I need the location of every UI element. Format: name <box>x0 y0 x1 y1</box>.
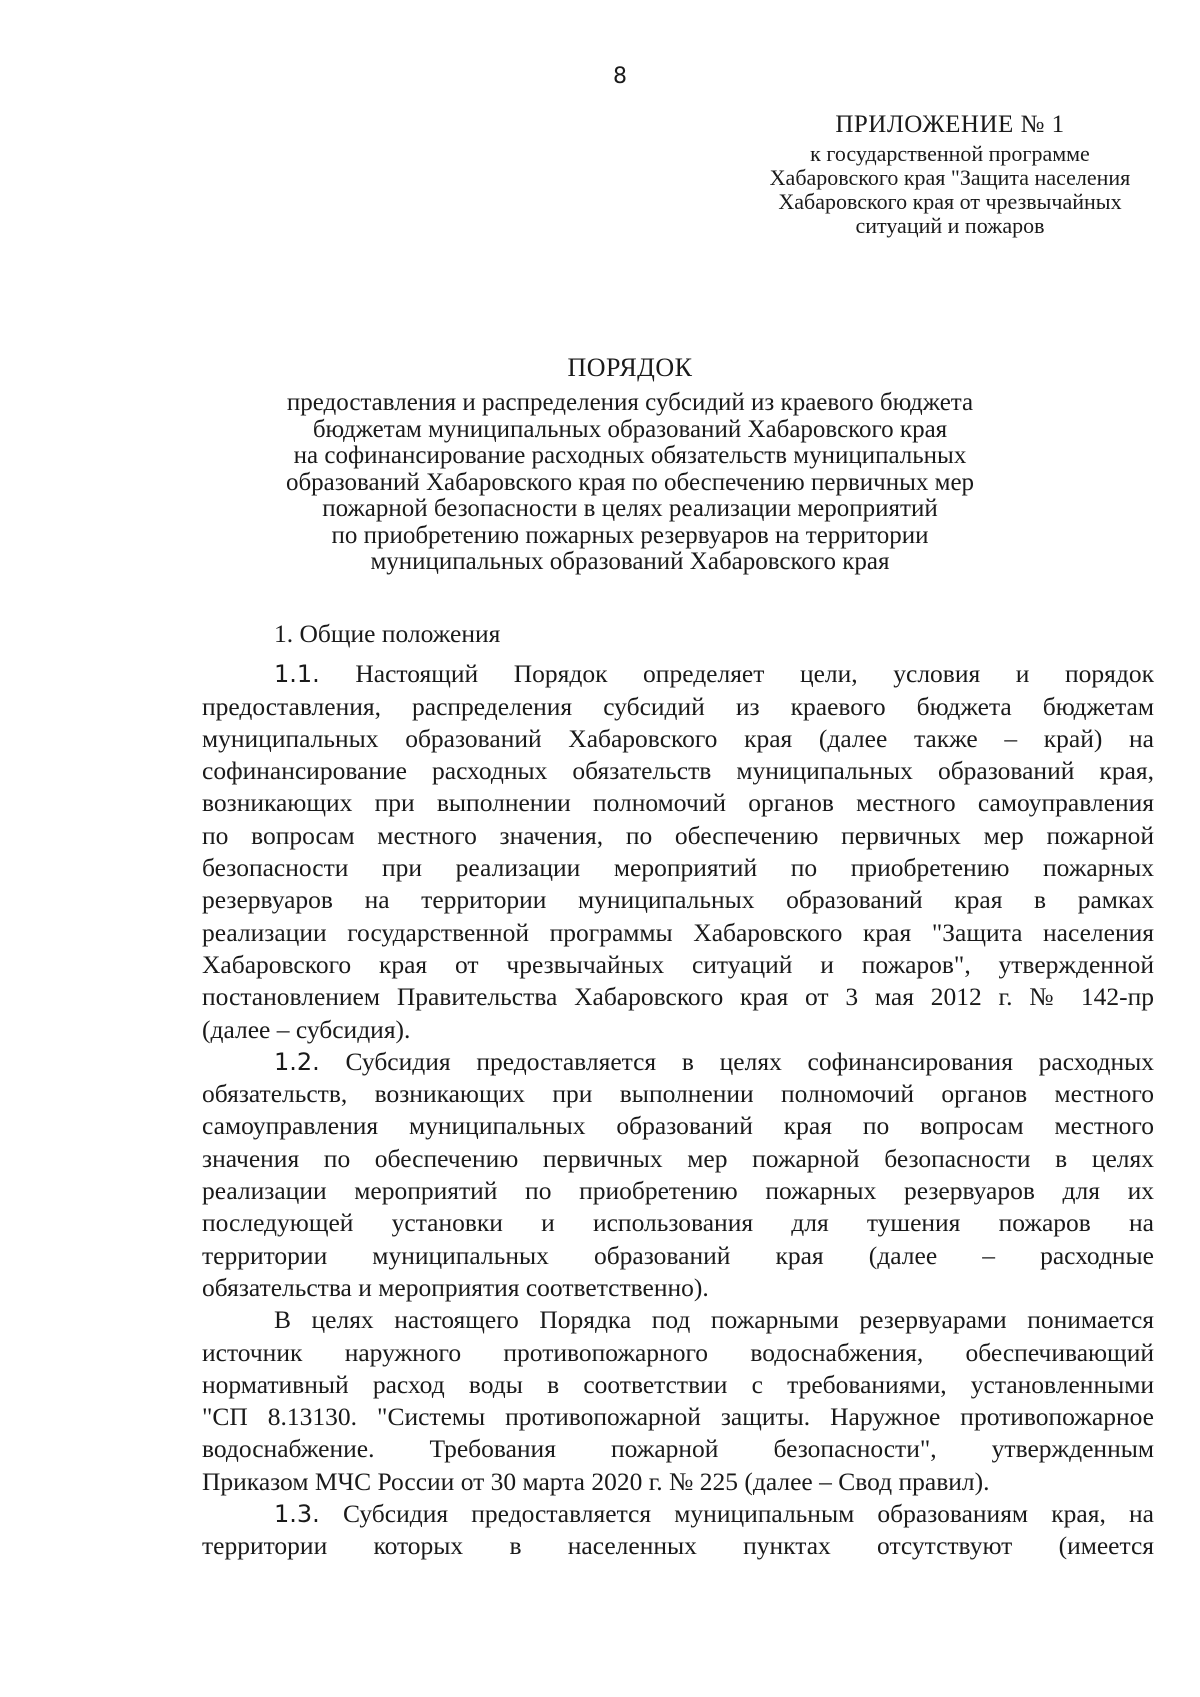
paragraph-1-1 <box>202 658 1154 1046</box>
document-title: ПОРЯДОК <box>567 353 693 382</box>
paragraph-line: реализации государственной программы Хабаровского края "Защита населения <box>202 917 1154 947</box>
appendix-header <box>740 108 1160 238</box>
appendix-line: ситуаций и пожаров <box>855 213 1045 238</box>
paragraph-line: муниципальных образований Хабаровского края (далее также – край) на <box>202 723 1154 753</box>
document-body <box>202 618 1154 1563</box>
paragraph-line: водоснабжение. Требования пожарной безопасности", утвержденным <box>202 1434 1154 1464</box>
section-heading: 1. Общие положения <box>274 619 501 648</box>
paragraph-line: последующей установки и использования для тушения пожаров на <box>202 1208 1154 1238</box>
document-subtitle-line: по приобретению пожарных резервуаров на территории <box>331 521 929 549</box>
paragraph-line: территории муниципальных образований края (далее – расходные <box>202 1240 1154 1270</box>
paragraph-number: 1.1. <box>274 660 320 689</box>
document-subtitle-line: на софинансирование расходных обязательств муниципальных <box>293 442 967 469</box>
paragraph-line: самоуправления муниципальных образований края по вопросам местного <box>202 1111 1154 1141</box>
paragraph-line: значения по обеспечению первичных мер пожарной безопасности в целях <box>202 1143 1154 1173</box>
appendix-title: ПРИЛОЖЕНИЕ № 1 <box>835 111 1065 138</box>
paragraph-line: Хабаровского края от чрезвычайных ситуаций и пожаров", утвержденной <box>202 949 1154 979</box>
paragraph-line: софинансирование расходных обязательств муниципальных образований края, <box>202 756 1154 786</box>
paragraph-line: возникающих при выполнении полномочий органов местного самоуправления <box>202 788 1154 818</box>
paragraph-line: Субсидия предоставляется муниципальным образованиям края, на <box>343 1499 1154 1529</box>
document-subtitle-line: предоставления и распределения субсидий из краевого бюджета <box>286 389 974 416</box>
document-subtitle-line: пожарной безопасности в целях реализации мероприятий <box>322 495 938 522</box>
paragraph-1-2 <box>202 1046 1154 1304</box>
paragraph-line: безопасности при реализации мероприятий по приобретению пожарных <box>202 853 1154 883</box>
paragraph-line: (далее – субсидия). <box>202 1014 411 1044</box>
paragraph-line: обязательства и мероприятия соответственно). <box>202 1272 709 1302</box>
document-subtitle-line: муниципальных образований Хабаровского края <box>370 548 890 575</box>
paragraph-line: постановлением Правительства Хабаровского края от 3 мая 2012 г. № 142-пр <box>202 982 1154 1012</box>
paragraph-1-3 <box>202 1498 1154 1563</box>
appendix-line: к государственной программе <box>810 141 1090 166</box>
paragraph-line: нормативный расход воды в соответствии с требованиями, установленными <box>202 1369 1154 1399</box>
paragraph-line: реализации мероприятий по приобретению пожарных резервуаров для их <box>202 1176 1154 1206</box>
paragraph-reservoirs <box>202 1304 1154 1498</box>
appendix-line: Хабаровского края от чрезвычайных <box>778 189 1122 214</box>
paragraph-line: Субсидия предоставляется в целях софинансирования расходных <box>345 1046 1154 1076</box>
paragraph-line: Настоящий Порядок определяет цели, условия и порядок <box>355 659 1154 689</box>
document-subtitle-line: бюджетам муниципальных образований Хабаровского края <box>312 415 948 443</box>
page-number: 8 <box>613 64 627 89</box>
paragraph-line: обязательств, возникающих при выполнении полномочий органов местного <box>202 1079 1154 1109</box>
appendix-line: Хабаровского края "Защита населения <box>769 165 1131 190</box>
paragraph-line: "СП 8.13130. "Системы противопожарной защиты. Наружное противопожарное <box>202 1402 1154 1432</box>
paragraph-line: В целях настоящего Порядка под пожарными резервуарами понимается <box>274 1305 1154 1335</box>
paragraph-number: 1.2. <box>274 1047 320 1076</box>
paragraph-line: предоставления, распределения субсидий из краевого бюджета бюджетам <box>202 691 1154 721</box>
paragraph-line: Приказом МЧС России от 30 марта 2020 г. № 225 (далее – Свод правил). <box>202 1466 990 1496</box>
paragraph-line: источник наружного противопожарного водоснабжения, обеспечивающий <box>202 1337 1154 1367</box>
paragraph-line: резервуаров на территории муниципальных образований края в рамках <box>202 885 1154 915</box>
paragraph-number: 1.3. <box>274 1500 320 1529</box>
paragraph-line: территории которых в населенных пунктах отсутствуют (имеется <box>202 1531 1154 1561</box>
document-subtitle-line: образований Хабаровского края по обеспечению первичных мер <box>285 468 975 496</box>
paragraph-line: по вопросам местного значения, по обеспечению первичных мер пожарной <box>202 820 1154 850</box>
document-title-block <box>200 350 1060 576</box>
